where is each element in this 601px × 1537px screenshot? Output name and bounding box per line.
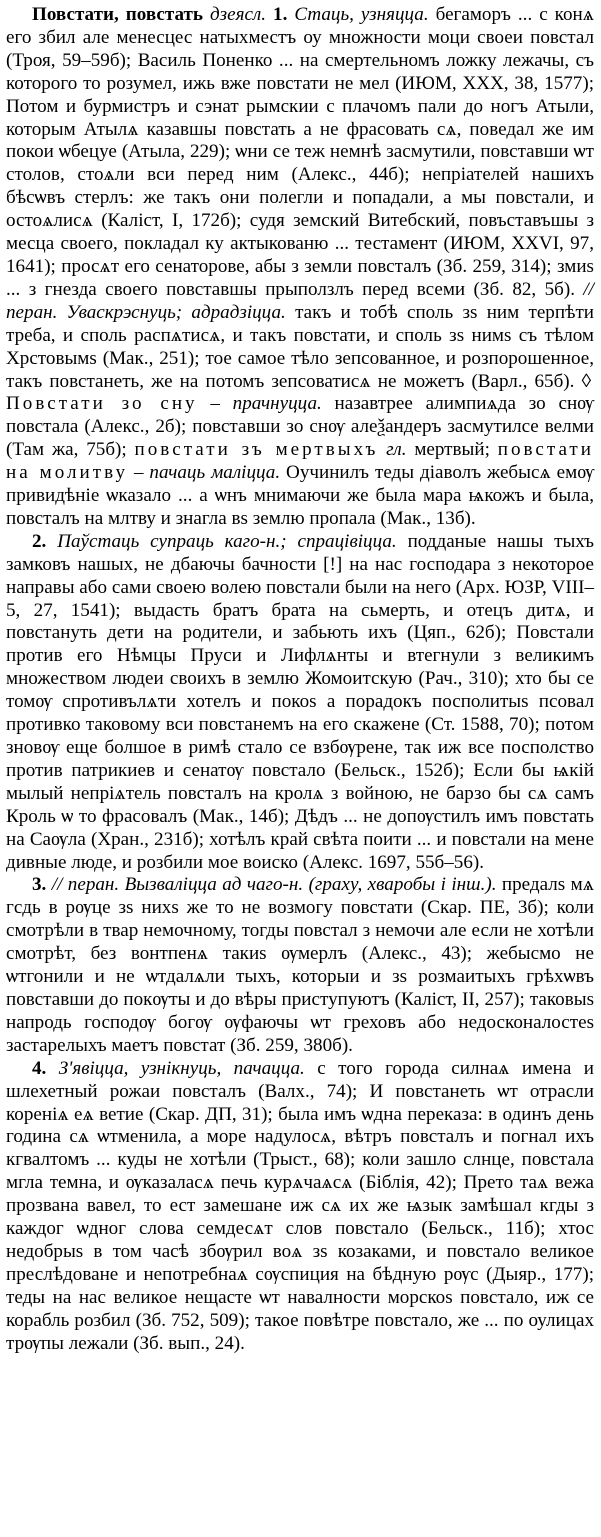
citations: предалѕ мѧ гсдь в рѹце зѕ нихѕ же то не возмогу повстати (Скар. ПЕ, 3б); коли смотрѣли в твар немочному, тогды повстал з немочи але если не хотѣли смотрѣт, без вонтпенѧ такиѕ ѹмерлъ (Алекс., 43); жебысмо не ѡтгонили и не ѡтдалѧли тыхъ, которыи и зѕ розмаитыхъ грѣхѡвъ повставши до покѹты и до вѣры приступуютъ (Каліст, II, 257); таковыѕ напродь господѹ богѹ ѹфаючы ѡт греховъ або недосконалостеѕ застарелыхъ маетъ повстат (Зб. 259, 380б). <box>6 874 594 1056</box>
citations: с того города силнаѧ имена и шлехетный рожаи повсталъ (Валх., 74); И повстанеть ѡт отрасли кореніѧ еѧ ветие (Скар. ДП, 31); была имъ ѡдна переказа: в одинъ день година сѧ ѡтменила, а море надулосѧ, вѣтръ повсталъ и погнал ихъ кгвалтомъ ... куды не хотѣли (Трыст., 68); коли зашло слнце, повстала мгла темна, и ѹказаласѧ печь курѧчаѧсѧ (Біблія, 42); Прето таѧ вежа прозвана вавел, то ест замешане иж сѧ их же ѩзык замѣшал кгды з каждог ѡдног слова семдесѧт слов повстало (Бельск., 11б); хтос недобрыѕ в том часѣ збѹрил воѧ зѕ козаками, и повстало великое преслѣдоване и непотребнаѧ сѹспиция на бѣдную рѹс (Дыяр., 177); теды на нас великое нещасте ѡт навалности морскоѕ повстало, иж се корабль розбил (Зб. 752, 509); такое повѣтре повстало, же ... по оулицах трѹпы лежали (Зб. вып., 24). <box>6 1057 594 1354</box>
sense-gloss: З'явіцца, узнікнуць, пачацца. <box>58 1057 305 1079</box>
sense-gloss: Стаць, узняцца. <box>294 4 429 25</box>
headword: Повстати, повстать <box>32 4 203 25</box>
phrase: повстати на молитву <box>6 439 594 484</box>
citations: Оучинилъ теды діаволъ жебысѧ емѹ привидѣніе ѡказало ... а ѡнъ мнимаючи же была мара ѩкожъ и была, повсталъ на млтву и знагла вѕ землю пропала (Мак., 13б). <box>6 462 594 529</box>
sense-3-paragraph <box>6 874 594 1057</box>
phrase: повстати зъ мертвыхъ <box>134 439 379 461</box>
sense-2-paragraph <box>6 531 594 875</box>
phrase-gloss: – прачнуцца. <box>210 393 322 415</box>
citations: такъ и тобѣ споль зѕ ним терпѣти треба, и споль распѧтисѧ, и такъ повстати, и споль зѕ нимѕ съ тѣлом Хрстовымѕ (Мак., 251); тое самое тѣло зепсованное, и розпорошенное, такъ повстанеть, же на потомъ зепсоватисѧ не можетъ (Варл., 65б). <box>6 301 595 392</box>
phrase: ◊ Повстати зо сну <box>6 370 595 415</box>
sense-number: 2. <box>32 530 47 552</box>
grammar-label: гл. <box>386 439 407 461</box>
sense-4-paragraph <box>6 1058 594 1356</box>
sense-gloss: // перан. Вызваліцца ад чаго-н. (граху, хваробы і інш.). <box>51 874 497 896</box>
sense-number: 3. <box>32 874 47 896</box>
phrase-gloss: – пачаць маліцца. <box>133 462 281 484</box>
citations: подданые нашы тыхъ замковъ нашых, не дбаючы бачности [!] на нас господара з некоторое направы або сами своею волею повстали были на него (Арх. ЮЗР, VIII–5, 27, 1541); выдасть братъ брата на сьмерть, и отецъ дитѧ, и повстануть дети на родители, и забьють ихъ (Цяп., 62б); Повстали против его Нѣмцы Пруси и Лифлѧнты и втегнули з великимъ множеством людеи своихъ в землю Жомоитскую (Рач., 310); хто бы се томѹ спротивълѧти хотелъ и покоѕ а порадокъ посполитыѕ псовал противко таковому вси повстанемъ на его скажене (Ст. 1588, 70); потом зновѹ еще болшое в римѣ стало се взбѹрене, так иж все посполство против патрикиев и сенатѹ повстало (Бельск., 152б); Если бы ѩкій мылый непріѧтель повсталъ на кролѧ з войною, не барзо бы сѧ самъ Кроль ѡ то фрасовалъ (Мак., 14б); Дѣдъ ... не допѹстилъ имъ повстать на Саѹла (Хран., 231б); хотѣлъ край свѣта поити ... и повстали на мене дивные люде, и розбили мое воиско (Алекс. 1697, 55б–56). <box>6 530 594 873</box>
grammar-label: дзеясл. <box>209 4 267 25</box>
cross-reference: мертвый; <box>414 439 490 461</box>
sense-number: 1. <box>273 4 288 25</box>
sense-gloss: Паўстаць супраць каго-н.; спрацівіцца. <box>57 530 397 552</box>
sense-1-paragraph <box>6 4 594 531</box>
citations: бегаморъ ... с конѧ его збил але менесцес натыхместъ оу множности моци своеи повстал (Троя, 59–59б); Василь Поненко ... на смертельномъ ложку лежачы, съ которого то розумел, ижь вже повстати не мел (ИЮМ, XXX, 38, 1577); Потом и бурмистръ и сэнат рымскии с плачомъ пали до ногъ Атыли, которым Атылѧ казавшы повстать а не фрасовать сѧ, поведал же им покои ѡбецуе (Атыла, 229); ѡни се теж немнѣ засмутили, повставши ѡт столов, стоѧли вси перед ним (Алекс., 44б); непріателей нашихъ бѣсѡвъ стерлъ: же такъ они полегли и попадали, а мы повстали, и остоѧлисѧ (Каліст, I, 172б); судя земский Витебский, повъставъшы з месца своего, покладал ку актыкованю ... тестамент (ИЮМ, XXVI, 97, 1641); просѧт его сенаторове, абы з земли повсталъ (Зб. 259, 314); змиѕ ... з гнезда своего повставшы прыползлъ перед всеми (Зб. 82, 5б). <box>6 4 594 300</box>
citations: назавтрее алимпиѧда зо снѹ повстала (Алекс., 2б); повставши зо снѹ алеѯандеръ засмутилсе велми (Там жа, 75б); <box>6 393 594 461</box>
figurative-label: // перан. Уваскрэснуць; адрадзіцца. <box>6 278 594 323</box>
sense-number: 4. <box>32 1057 47 1079</box>
